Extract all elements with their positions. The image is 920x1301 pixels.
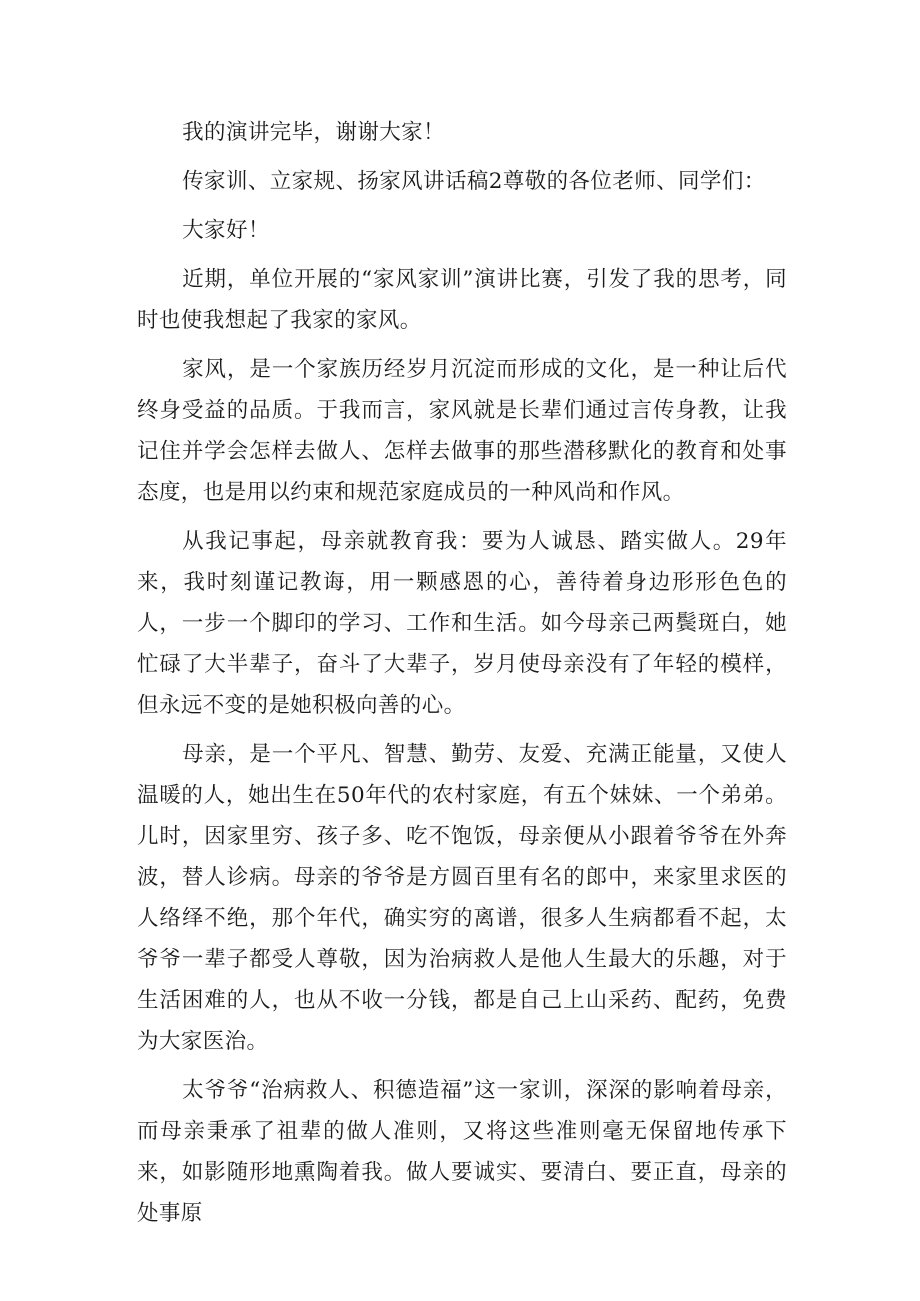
paragraph-hello: 大家好！ [182, 218, 270, 243]
paragraph-mother-teaching: 从我记事起，母亲就教育我：要为人诚恳、踏实做人。29年来，我时刻谨记教诲，用一颗感恩的心，善待着身边形形色色的人，一步一个脚印的学习、工作和生活。如今母亲己两鬓斑白，她忙碌了大半辈子，奋斗了大辈子，岁月使母亲没有了年轻的模样，但永远不变的是她积极向善的心。 [137, 529, 787, 718]
paragraph-family-motto: 太爷爷“治病救人、积德造福”这一家训，深深的影响着母亲，而母亲秉承了祖辈的做人准则，又将这些准则毫无保留地传承下来，如影随形地熏陶着我。做人要诚实、要清白、要正直，母亲的处事原 [137, 1078, 787, 1226]
paragraph-family-style: 家风，是一个家族历经岁月沉淀而形成的文化，是一种让后代终身受益的品质。于我而言，家风就是长辈们通过言传身教，让我记住并学会怎样去做人、怎样去做事的那些潜移默化的教育和处事态度，也是用以约束和规范家庭成员的一种风尚和作风。 [137, 357, 787, 505]
document-body [137, 112, 787, 1242]
paragraph-closing: 我的演讲完毕，谢谢大家！ [182, 120, 445, 145]
paragraph-title-greeting: 传家训、立家规、扬家风讲话稿2尊敬的各位老师、同学们： [182, 169, 766, 194]
paragraph-intro: 近期，单位开展的“家风家训”演讲比赛，引发了我的思考，同时也使我想起了我家的家风。 [137, 267, 787, 333]
paragraph-mother-story: 母亲，是一个平凡、智慧、勤劳、友爱、充满正能量，又使人温暖的人，她出生在50年代的农村家庭，有五个妹妹、一个弟弟。儿时，因家里穷、孩子多、吃不饱饭，母亲便从小跟着爷爷在外奔波，替人诊病。母亲的爷爷是方圆百里有名的郎中，来家里求医的人络绎不绝，那个年代，确实穷的离谱，很多人生病都看不起，太爷爷一辈子都受人尊敬，因为治病救人是他人生最大的乐趣，对于生活困难的人，也从不收一分钱，都是自己上山采药、配药，免费为大家医治。 [137, 742, 787, 1054]
